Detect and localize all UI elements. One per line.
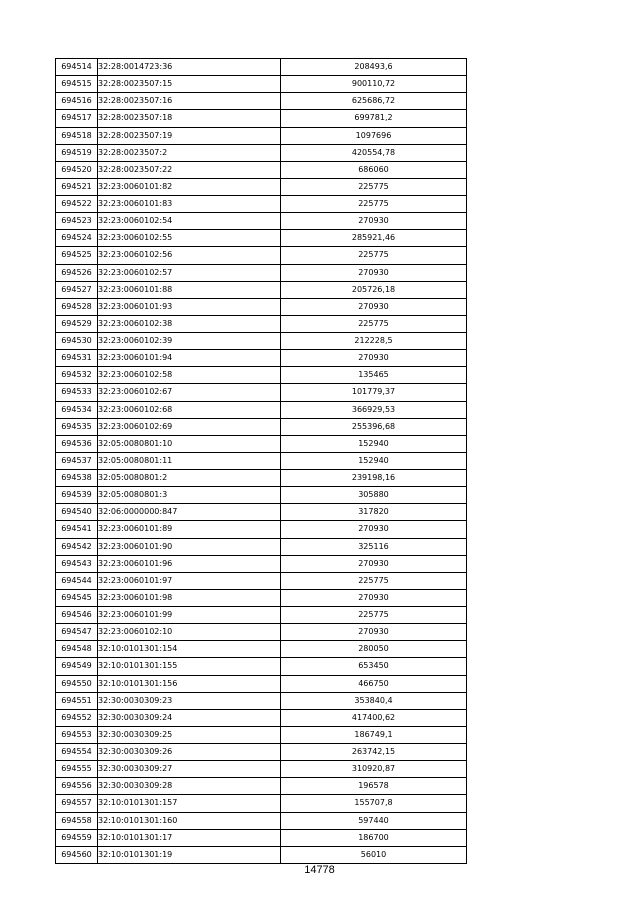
row-number-cell: 694558 <box>56 812 98 829</box>
cadastral-number-cell: 32:23:0060102:55 <box>98 230 281 247</box>
table-row <box>56 76 467 93</box>
cadastral-number-cell: 32:23:0060102:39 <box>98 333 281 350</box>
table-row <box>56 572 467 589</box>
cadastral-value-cell: 225775 <box>281 196 467 213</box>
cadastral-value-cell: 699781,2 <box>281 110 467 127</box>
cadastral-value-cell: 305880 <box>281 487 467 504</box>
table-row <box>56 812 467 829</box>
row-number-cell: 694532 <box>56 367 98 384</box>
cadastral-value-cell: 270930 <box>281 298 467 315</box>
cadastral-value-cell: 270930 <box>281 555 467 572</box>
cadastral-number-cell: 32:30:0030309:27 <box>98 761 281 778</box>
cadastral-number-cell: 32:23:0060101:83 <box>98 196 281 213</box>
cadastral-number-cell: 32:23:0060101:98 <box>98 589 281 606</box>
table-row <box>56 726 467 743</box>
table-row <box>56 333 467 350</box>
table-row <box>56 247 467 264</box>
cadastral-value-table <box>55 58 467 864</box>
cadastral-number-cell: 32:28:0023507:22 <box>98 161 281 178</box>
cadastral-value-cell: 135465 <box>281 367 467 384</box>
cadastral-number-cell: 32:28:0023507:2 <box>98 144 281 161</box>
table-row <box>56 196 467 213</box>
cadastral-value-cell: 205726,18 <box>281 281 467 298</box>
table-row <box>56 213 467 230</box>
table-row <box>56 161 467 178</box>
row-number-cell: 694538 <box>56 470 98 487</box>
row-number-cell: 694546 <box>56 607 98 624</box>
cadastral-number-cell: 32:23:0060102:54 <box>98 213 281 230</box>
cadastral-number-cell: 32:23:0060102:57 <box>98 264 281 281</box>
cadastral-value-cell: 225775 <box>281 572 467 589</box>
cadastral-number-cell: 32:28:0014723:36 <box>98 59 281 76</box>
row-number-cell: 694547 <box>56 624 98 641</box>
cadastral-number-cell: 32:28:0023507:16 <box>98 93 281 110</box>
row-number-cell: 694531 <box>56 350 98 367</box>
cadastral-value-cell: 417400,62 <box>281 709 467 726</box>
cadastral-number-cell: 32:06:0000000:847 <box>98 504 281 521</box>
cadastral-value-cell: 310920,87 <box>281 761 467 778</box>
row-number-cell: 694514 <box>56 59 98 76</box>
cadastral-value-cell: 325116 <box>281 538 467 555</box>
table-row <box>56 658 467 675</box>
table-row <box>56 178 467 195</box>
cadastral-number-cell: 32:30:0030309:28 <box>98 778 281 795</box>
cadastral-number-cell: 32:23:0060101:97 <box>98 572 281 589</box>
row-number-cell: 694534 <box>56 401 98 418</box>
table-row <box>56 778 467 795</box>
cadastral-value-cell: 270930 <box>281 624 467 641</box>
row-number-cell: 694523 <box>56 213 98 230</box>
table-row <box>56 555 467 572</box>
row-number-cell: 694524 <box>56 230 98 247</box>
table-row <box>56 846 467 863</box>
row-number-cell: 694518 <box>56 127 98 144</box>
cadastral-number-cell: 32:23:0060102:56 <box>98 247 281 264</box>
table-row <box>56 829 467 846</box>
cadastral-number-cell: 32:05:0080801:2 <box>98 470 281 487</box>
cadastral-number-cell: 32:10:0101301:160 <box>98 812 281 829</box>
row-number-cell: 694544 <box>56 572 98 589</box>
cadastral-number-cell: 32:23:0060101:94 <box>98 350 281 367</box>
cadastral-value-cell: 270930 <box>281 350 467 367</box>
cadastral-value-cell: 900110,72 <box>281 76 467 93</box>
cadastral-value-cell: 270930 <box>281 521 467 538</box>
cadastral-number-cell: 32:28:0023507:18 <box>98 110 281 127</box>
row-number-cell: 694559 <box>56 829 98 846</box>
cadastral-number-cell: 32:23:0060102:67 <box>98 384 281 401</box>
row-number-cell: 694542 <box>56 538 98 555</box>
cadastral-number-cell: 32:30:0030309:26 <box>98 744 281 761</box>
table-row <box>56 675 467 692</box>
cadastral-value-cell: 270930 <box>281 213 467 230</box>
table-row <box>56 607 467 624</box>
cadastral-value-cell: 353840,4 <box>281 692 467 709</box>
row-number-cell: 694549 <box>56 658 98 675</box>
cadastral-value-cell: 186700 <box>281 829 467 846</box>
table-row <box>56 298 467 315</box>
cadastral-number-cell: 32:30:0030309:23 <box>98 692 281 709</box>
row-number-cell: 694540 <box>56 504 98 521</box>
cadastral-value-cell: 366929,53 <box>281 401 467 418</box>
row-number-cell: 694536 <box>56 435 98 452</box>
cadastral-value-cell: 420554,78 <box>281 144 467 161</box>
cadastral-value-cell: 270930 <box>281 589 467 606</box>
cadastral-value-cell: 653450 <box>281 658 467 675</box>
row-number-cell: 694520 <box>56 161 98 178</box>
table-row <box>56 264 467 281</box>
cadastral-value-cell: 225775 <box>281 247 467 264</box>
cadastral-number-cell: 32:23:0060101:82 <box>98 178 281 195</box>
row-number-cell: 694550 <box>56 675 98 692</box>
cadastral-value-cell: 208493,6 <box>281 59 467 76</box>
cadastral-number-cell: 32:23:0060102:10 <box>98 624 281 641</box>
row-number-cell: 694543 <box>56 555 98 572</box>
cadastral-number-cell: 32:30:0030309:25 <box>98 726 281 743</box>
row-number-cell: 694516 <box>56 93 98 110</box>
cadastral-value-cell: 280050 <box>281 641 467 658</box>
row-number-cell: 694522 <box>56 196 98 213</box>
row-number-cell: 694521 <box>56 178 98 195</box>
row-number-cell: 694560 <box>56 846 98 863</box>
table-row <box>56 538 467 555</box>
cadastral-value-cell: 1097696 <box>281 127 467 144</box>
cadastral-value-cell: 212228,5 <box>281 333 467 350</box>
table-row <box>56 589 467 606</box>
row-number-cell: 694527 <box>56 281 98 298</box>
table-row <box>56 709 467 726</box>
cadastral-number-cell: 32:28:0023507:15 <box>98 76 281 93</box>
row-number-cell: 694525 <box>56 247 98 264</box>
cadastral-value-cell: 225775 <box>281 607 467 624</box>
table-row <box>56 110 467 127</box>
row-number-cell: 694555 <box>56 761 98 778</box>
cadastral-value-cell: 686060 <box>281 161 467 178</box>
cadastral-number-cell: 32:30:0030309:24 <box>98 709 281 726</box>
row-number-cell: 694537 <box>56 452 98 469</box>
row-number-cell: 694548 <box>56 641 98 658</box>
table-row <box>56 144 467 161</box>
table-row <box>56 470 467 487</box>
cadastral-number-cell: 32:23:0060102:38 <box>98 315 281 332</box>
table-row <box>56 761 467 778</box>
cadastral-number-cell: 32:23:0060101:89 <box>98 521 281 538</box>
row-number-cell: 694539 <box>56 487 98 504</box>
row-number-cell: 694529 <box>56 315 98 332</box>
row-number-cell: 694551 <box>56 692 98 709</box>
table-row <box>56 435 467 452</box>
cadastral-number-cell: 32:23:0060102:58 <box>98 367 281 384</box>
table-row <box>56 367 467 384</box>
table-row <box>56 795 467 812</box>
cadastral-value-cell: 56010 <box>281 846 467 863</box>
cadastral-value-cell: 285921,46 <box>281 230 467 247</box>
table-row <box>56 744 467 761</box>
row-number-cell: 694553 <box>56 726 98 743</box>
cadastral-value-cell: 255396,68 <box>281 418 467 435</box>
table-row <box>56 315 467 332</box>
row-number-cell: 694556 <box>56 778 98 795</box>
table-row <box>56 418 467 435</box>
table-row <box>56 384 467 401</box>
cadastral-value-cell: 263742,15 <box>281 744 467 761</box>
row-number-cell: 694554 <box>56 744 98 761</box>
cadastral-number-cell: 32:05:0080801:10 <box>98 435 281 452</box>
table-row <box>56 521 467 538</box>
row-number-cell: 694533 <box>56 384 98 401</box>
cadastral-number-cell: 32:23:0060102:68 <box>98 401 281 418</box>
cadastral-value-cell: 152940 <box>281 452 467 469</box>
table-row <box>56 401 467 418</box>
table-row <box>56 692 467 709</box>
cadastral-value-cell: 155707,8 <box>281 795 467 812</box>
row-number-cell: 694557 <box>56 795 98 812</box>
table-row <box>56 504 467 521</box>
cadastral-number-cell: 32:23:0060101:90 <box>98 538 281 555</box>
cadastral-value-cell: 101779,37 <box>281 384 467 401</box>
row-number-cell: 694535 <box>56 418 98 435</box>
cadastral-value-cell: 239198,16 <box>281 470 467 487</box>
cadastral-number-cell: 32:23:0060102:69 <box>98 418 281 435</box>
cadastral-number-cell: 32:10:0101301:155 <box>98 658 281 675</box>
row-number-cell: 694528 <box>56 298 98 315</box>
cadastral-value-cell: 466750 <box>281 675 467 692</box>
table-row <box>56 641 467 658</box>
row-number-cell: 694552 <box>56 709 98 726</box>
cadastral-number-cell: 32:10:0101301:157 <box>98 795 281 812</box>
cadastral-value-cell: 597440 <box>281 812 467 829</box>
cadastral-value-cell: 625686,72 <box>281 93 467 110</box>
cadastral-value-cell: 186749,1 <box>281 726 467 743</box>
cadastral-number-cell: 32:10:0101301:154 <box>98 641 281 658</box>
cadastral-number-cell: 32:23:0060101:99 <box>98 607 281 624</box>
table-row <box>56 230 467 247</box>
row-number-cell: 694530 <box>56 333 98 350</box>
row-number-cell: 694515 <box>56 76 98 93</box>
cadastral-number-cell: 32:10:0101301:156 <box>98 675 281 692</box>
cadastral-value-cell: 225775 <box>281 315 467 332</box>
row-number-cell: 694541 <box>56 521 98 538</box>
cadastral-value-cell: 152940 <box>281 435 467 452</box>
cadastral-number-cell: 32:05:0080801:3 <box>98 487 281 504</box>
cadastral-number-cell: 32:23:0060101:93 <box>98 298 281 315</box>
cadastral-value-cell: 225775 <box>281 178 467 195</box>
table-row <box>56 281 467 298</box>
row-number-cell: 694545 <box>56 589 98 606</box>
cadastral-number-cell: 32:10:0101301:19 <box>98 846 281 863</box>
row-number-cell: 694526 <box>56 264 98 281</box>
table-row <box>56 624 467 641</box>
table-row <box>56 452 467 469</box>
cadastral-value-cell: 196578 <box>281 778 467 795</box>
cadastral-number-cell: 32:05:0080801:11 <box>98 452 281 469</box>
table-body <box>56 59 467 864</box>
page-number: 14778 <box>304 864 335 876</box>
cadastral-value-cell: 317820 <box>281 504 467 521</box>
cadastral-number-cell: 32:23:0060101:88 <box>98 281 281 298</box>
table-row <box>56 350 467 367</box>
table-row <box>56 487 467 504</box>
cadastral-number-cell: 32:10:0101301:17 <box>98 829 281 846</box>
cadastral-value-cell: 270930 <box>281 264 467 281</box>
cadastral-number-cell: 32:23:0060101:96 <box>98 555 281 572</box>
cadastral-number-cell: 32:28:0023507:19 <box>98 127 281 144</box>
table-row <box>56 59 467 76</box>
table-row <box>56 127 467 144</box>
row-number-cell: 694517 <box>56 110 98 127</box>
row-number-cell: 694519 <box>56 144 98 161</box>
table-row <box>56 93 467 110</box>
